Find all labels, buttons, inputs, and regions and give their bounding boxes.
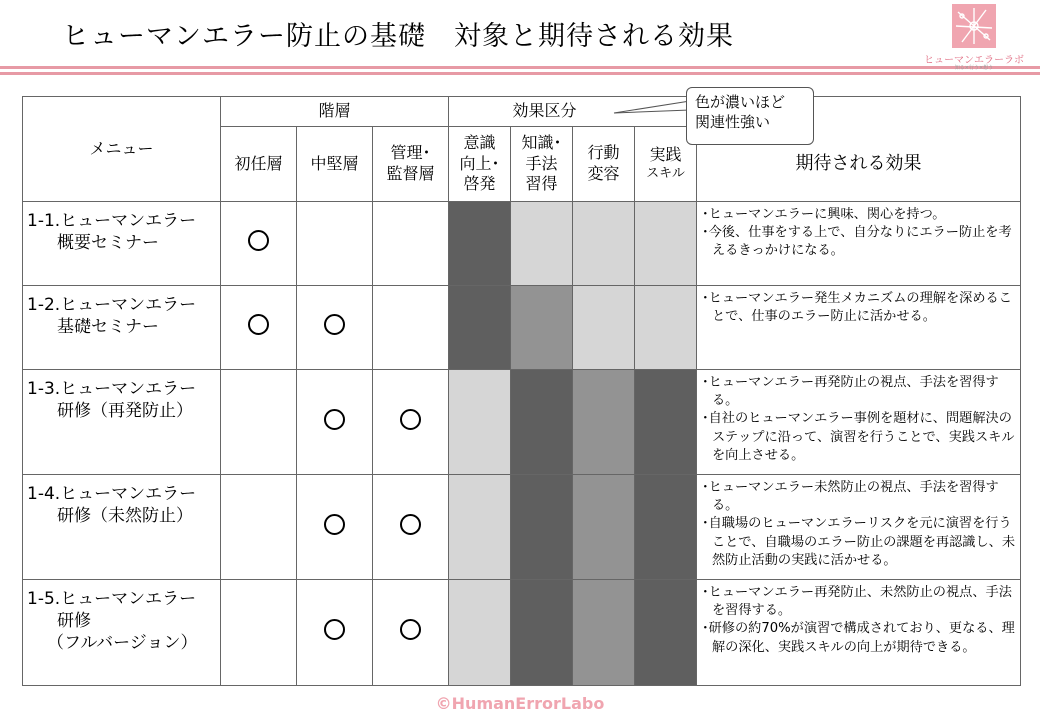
circle-mark-icon: [248, 314, 269, 335]
header-level-manager: 管理･ 監督層: [373, 127, 449, 202]
level-mark: [297, 370, 373, 475]
menu-effect-table: [22, 96, 1021, 686]
expected-effect-text: ･ヒューマンエラー未然防止の視点、手法を習得する。 ･自職場のヒューマンエラーリスクを元に演習を行うことで、自職場のエラー防止の課題を再認識し、未然防止活動の実践に活かせる。: [697, 475, 1021, 580]
logo-subtext: 知る×行う×想う: [954, 65, 994, 71]
intensity-cell: [449, 475, 511, 580]
intensity-cell: [635, 370, 697, 475]
level-mark: [297, 286, 373, 370]
level-mark: [297, 202, 373, 286]
level-mark: [373, 370, 449, 475]
header-effect-awareness: 意識 向上･ 啓発: [449, 127, 511, 202]
intensity-cell: [635, 202, 697, 286]
intensity-cell: [573, 286, 635, 370]
menu-name: 1-4.ヒューマンエラー 研修（未然防止）: [23, 475, 221, 580]
level-mark: [297, 475, 373, 580]
level-mark: [221, 475, 297, 580]
table-row: [23, 580, 1021, 686]
title-underline-bottom: [0, 72, 1040, 75]
intensity-cell: [635, 475, 697, 580]
circle-mark-icon: [324, 314, 345, 335]
menu-name: 1-5.ヒューマンエラー 研修 （フルバージョン）: [23, 580, 221, 686]
menu-name: 1-3.ヒューマンエラー 研修（再発防止）: [23, 370, 221, 475]
header-level-middle: 中堅層: [297, 127, 373, 202]
callout-line: 関連性強い: [695, 113, 771, 132]
level-mark: [221, 286, 297, 370]
table-row: [23, 202, 1021, 286]
intensity-cell: [635, 286, 697, 370]
table-row: [23, 286, 1021, 370]
level-mark: [373, 580, 449, 686]
header-expected-effect: 期待される効果: [697, 127, 1021, 202]
legend-callout: [686, 87, 814, 145]
intensity-cell: [449, 202, 511, 286]
circle-mark-icon: [400, 514, 421, 535]
level-mark: [221, 580, 297, 686]
level-mark: [373, 286, 449, 370]
header-effect-practice: 実践 スキル: [635, 127, 697, 202]
menu-name: 1-1.ヒューマンエラー 概要セミナー: [23, 202, 221, 286]
intensity-cell: [449, 370, 511, 475]
header-level-group: 階層: [221, 97, 449, 127]
intensity-cell: [573, 370, 635, 475]
header-effect-knowledge: 知識･ 手法 習得: [511, 127, 573, 202]
circle-mark-icon: [400, 619, 421, 640]
company-logo: [914, 4, 1034, 71]
intensity-cell: [511, 370, 573, 475]
circle-mark-icon: [400, 409, 421, 430]
intensity-cell: [573, 580, 635, 686]
title-underline-top: [0, 66, 1040, 69]
intensity-cell: [573, 202, 635, 286]
intensity-cell: [449, 286, 511, 370]
intensity-cell: [511, 286, 573, 370]
page-title: ヒューマンエラー防止の基礎 対象と期待される効果: [62, 21, 734, 52]
intensity-cell: [573, 475, 635, 580]
level-mark: [373, 475, 449, 580]
copyright-footer: ©HumanErrorLabo: [435, 694, 605, 713]
level-mark: [221, 370, 297, 475]
expected-effect-text: ･ヒューマンエラー再発防止の視点、手法を習得する。 ･自社のヒューマンエラー事例を題材に、問題解決のステップに沿って、演習を行うことで、実践スキルを向上させる。: [697, 370, 1021, 475]
circle-mark-icon: [324, 514, 345, 535]
intensity-cell: [511, 202, 573, 286]
header-level-junior: 初任層: [221, 127, 297, 202]
circle-mark-icon: [324, 409, 345, 430]
table-row: [23, 370, 1021, 475]
level-mark: [221, 202, 297, 286]
logo-mark-icon: [952, 4, 996, 48]
intensity-cell: [511, 580, 573, 686]
expected-effect-text: ･ヒューマンエラー再発防止、未然防止の視点、手法を習得する。 ･研修の約70%が演習で構成されており、更なる、理解の深化、実践スキルの向上が期待できる。: [697, 580, 1021, 686]
table-row: [23, 475, 1021, 580]
callout-line: 色が濃いほど: [695, 93, 786, 111]
level-mark: [297, 580, 373, 686]
logo-text: ヒューマンエラーラボ: [924, 55, 1024, 66]
header-effect-group-label: 効果区分: [512, 101, 577, 121]
expected-effect-text: ･ヒューマンエラー発生メカニズムの理解を深めることで、仕事のエラー防止に活かせる。: [697, 286, 1021, 370]
intensity-cell: [449, 580, 511, 686]
circle-mark-icon: [248, 230, 269, 251]
header-menu: メニュー: [23, 97, 221, 202]
level-mark: [373, 202, 449, 286]
header-effect-behavior: 行動 変容: [573, 127, 635, 202]
circle-mark-icon: [324, 619, 345, 640]
callout-tail-icon: [612, 97, 692, 117]
menu-name: 1-2.ヒューマンエラー 基礎セミナー: [23, 286, 221, 370]
intensity-cell: [511, 475, 573, 580]
expected-effect-text: ･ヒューマンエラーに興味、関心を持つ。 ･今後、仕事をする上で、自分なりにエラー防止を考えるきっかけになる。: [697, 202, 1021, 286]
intensity-cell: [635, 580, 697, 686]
